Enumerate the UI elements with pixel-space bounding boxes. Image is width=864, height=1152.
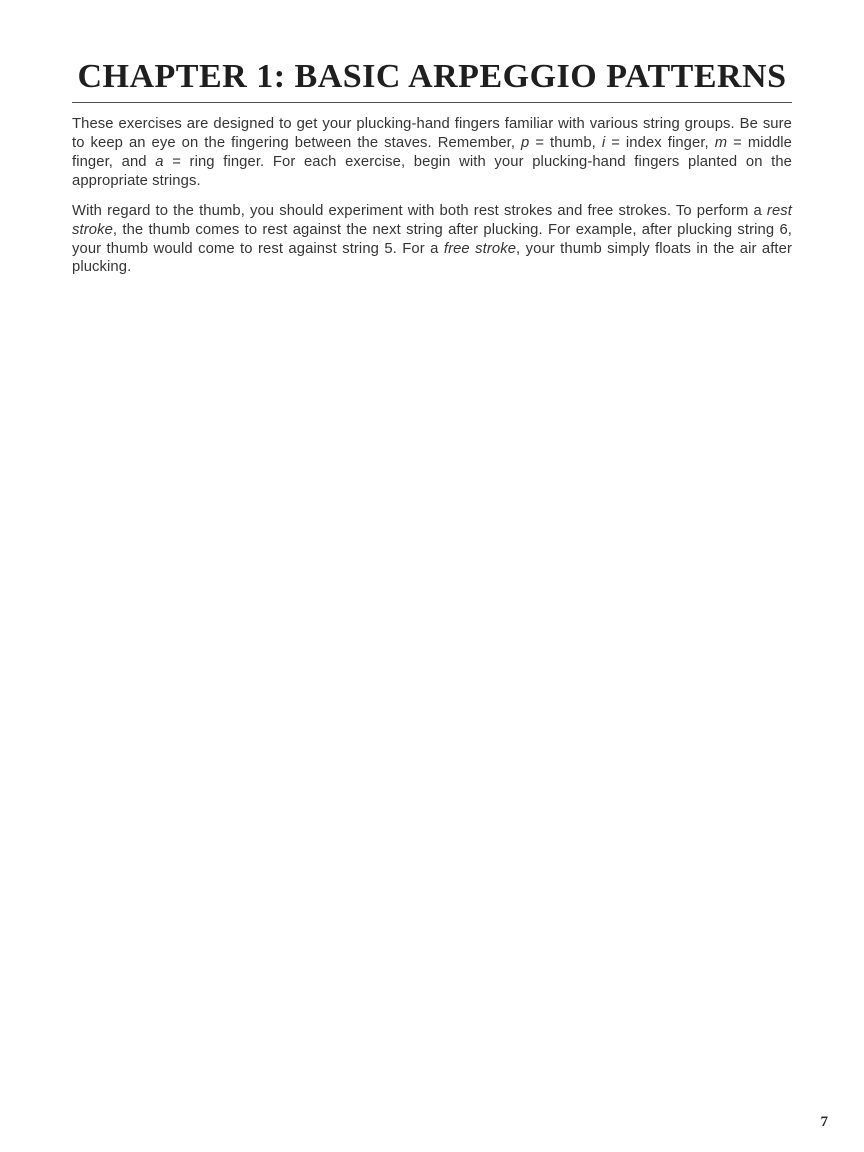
page-content bbox=[72, 0, 792, 277]
page-number: 7 bbox=[820, 1114, 828, 1130]
paragraph-intro: These exercises are designed to get your plucking-hand fingers familiar with various string groups. Be sure to keep an eye on the fingering between the staves. Remember, p = thumb, i = index finger, m = middle finger, and a = ring finger. For each exercise, begin with your plucking-hand fingers planted on the appropriate strings. bbox=[72, 116, 793, 189]
title-rule bbox=[72, 102, 792, 103]
chapter-title: CHAPTER 1: BASIC ARPEGGIO PATTERNS bbox=[77, 58, 787, 95]
body-text bbox=[72, 115, 792, 277]
chapter-header bbox=[72, 0, 792, 103]
paragraph-thumb-strokes: With regard to the thumb, you should experiment with both rest strokes and free strokes. To perform a rest stroke, the thumb comes to rest against the next string after plucking. For example, after plucking string 6, your thumb would come to rest against string 5. For a free stroke, your thumb simply floats in the air after plucking. bbox=[72, 203, 792, 276]
